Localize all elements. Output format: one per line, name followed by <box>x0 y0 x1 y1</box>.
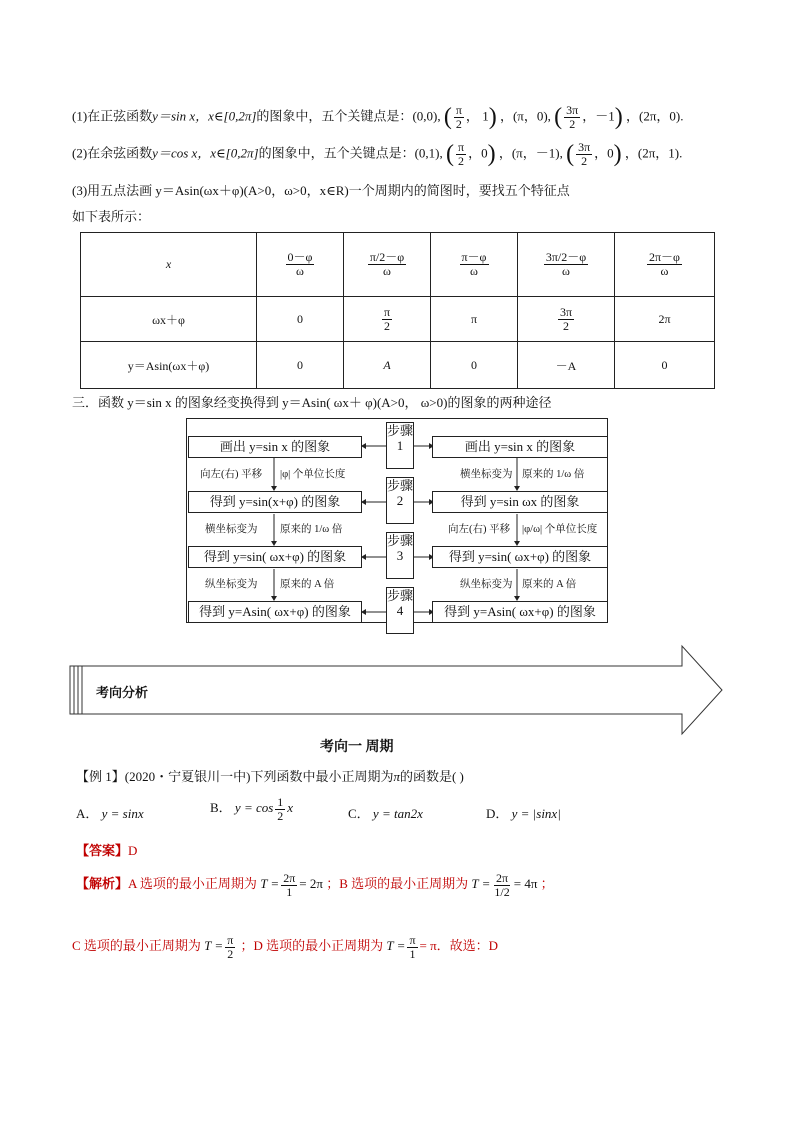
sine-mid: 的图象中，五个关键点是： <box>256 108 413 124</box>
cosine-p4-y: 0 <box>607 145 614 161</box>
cosine-p5: ，(2π，1). <box>624 145 683 161</box>
table-cell: A <box>344 342 431 389</box>
analysis-line-1: 【解析】A 选项的最小正周期为 T = $\frac{2\pi}{1}$ = 2π ；B 选项的最小正周期为 T = $\frac{2\pi}{1/2}$ = 4π ； <box>76 871 554 899</box>
table-cell: 0 <box>615 342 715 389</box>
five-point-method-text: (3)用五点法画 y＝Asin(ωx＋φ)(A>0，ω>0，x∈R)一个周期内的简图时，要找五个特征点 <box>72 183 570 198</box>
right-step-1-box: 画出 y=sin x 的图象 <box>432 436 608 458</box>
right-transform-3-a: 纵坐标变为 <box>460 579 513 590</box>
table-cell: $\frac{3\pi/2-\varphi}{\omega}$ <box>518 233 615 297</box>
right-transform-2-b: |φ/ω| 个单位长度 <box>522 524 598 535</box>
option-c: C． y = tan2x <box>348 806 423 821</box>
section-3-title: 三．函数 y＝sin x 的图象经变换得到 y＝Asin( ωx＋ φ)(A>0， ω>0)的图象的两种途径 <box>72 395 552 410</box>
sine-keypoints-line: (1)在正弦函数y＝sin x，x∈[0,2π]的图象中，五个关键点是：(0,0), ( $\frac{\pi}{2}$ ， 1) ，(π，0), ( $\frac{3\pi}{2}$ ，－1) ，(2π，0). <box>72 103 684 131</box>
cosine-p3: ，(π，－1), <box>498 145 563 161</box>
answer-line <box>76 840 137 859</box>
table-cell: π <box>431 297 518 342</box>
example-source: (2020・宁夏银川一中) <box>124 769 251 784</box>
left-step-1-box: 画出 y=sin x 的图象 <box>188 436 362 458</box>
sine-p2-y: 1 <box>482 108 489 124</box>
right-transform-3-b: 原来的 A 倍 <box>522 579 577 590</box>
cosine-p2-frac: $\frac{\pi}{2}$ <box>458 140 465 168</box>
cosine-func: y＝cos x，x∈[0,2π] <box>152 145 259 161</box>
analysis-tag: 【解析】 <box>76 876 129 892</box>
analysis-d-text: ；D 选项的最小正周期为 <box>240 938 384 954</box>
five-point-table <box>80 232 715 389</box>
table-cell: $\frac{0-\varphi}{\omega}$ <box>257 233 344 297</box>
table-cell: $\frac{3\pi}{2}$ <box>518 297 615 342</box>
table-cell: 0 <box>257 342 344 389</box>
right-step-2-box: 得到 y=sin ωx 的图象 <box>432 491 608 513</box>
left-transform-1-b: |φ| 个单位长度 <box>280 469 346 480</box>
sine-p5: ，(2π，0). <box>626 108 684 124</box>
table-cell: $\frac{\pi}{2}$ <box>344 297 431 342</box>
table-row <box>81 342 715 389</box>
step-3-label: 步骤3 <box>386 532 414 579</box>
cosine-p1: (0,1), <box>414 145 443 161</box>
right-transform-1-b: 原来的 1/ω 倍 <box>522 469 585 480</box>
section-banner-arrow <box>68 644 726 740</box>
analysis-c-text: C 选项的最小正周期为 <box>72 938 201 954</box>
sine-p3: ，(π，0), <box>499 108 551 124</box>
example-question <box>76 766 464 785</box>
cosine-p2-y: 0 <box>481 145 488 161</box>
cosine-p4-frac: $\frac{3\pi}{2}$ <box>578 140 591 168</box>
example-pi: π <box>393 769 400 784</box>
kaoxiang-title: 考向一 周期 <box>320 740 394 755</box>
table-intro-text: 如下表所示： <box>72 209 151 224</box>
banner-label: 考向分析 <box>96 685 149 700</box>
table-cell: －A <box>518 342 615 389</box>
left-step-4-box: 得到 y=Asin( ωx+φ) 的图象 <box>188 601 362 623</box>
sine-func: y＝sin x，x∈[0,2π] <box>152 108 257 124</box>
sine-p2-frac: $\frac{\pi}{2}$ <box>455 103 462 131</box>
table-cell: $\frac{2\pi-\varphi}{\omega}$ <box>615 233 715 297</box>
example-question-text: 下列函数中最小正周期为 <box>250 769 394 784</box>
left-transform-2-b: 原来的 1/ω 倍 <box>280 524 343 535</box>
option-a: A． y = sinx <box>76 806 144 821</box>
table-cell: $\frac{\pi/2-\varphi}{\omega}$ <box>344 233 431 297</box>
sine-p4-frac: $\frac{3\pi}{2}$ <box>566 103 579 131</box>
left-transform-3-a: 纵坐标变为 <box>205 579 258 590</box>
step-1-label: 步骤1 <box>386 422 414 469</box>
step-2-label: 步骤2 <box>386 477 414 524</box>
analysis-end: = π．故选：D <box>419 938 499 954</box>
table-row-label: x <box>81 233 257 297</box>
cosine-keypoints-line: (2)在余弦函数y＝cos x，x∈[0,2π]的图象中，五个关键点是：(0,1), ( $\frac{\pi}{2}$ ，0) ，(π，－1), ( $\frac{3\pi}{2}$ ，0) ，(2π，1). <box>72 140 683 168</box>
cosine-mid: 的图象中，五个关键点是： <box>258 145 415 161</box>
left-step-2-box: 得到 y=sin(x+φ) 的图象 <box>188 491 362 513</box>
answer-tag: 【答案】 <box>76 843 129 858</box>
table-row <box>81 297 715 342</box>
analysis-b-text: ；B 选项的最小正周期为 <box>326 876 469 892</box>
left-transform-1-a: 向左(右) 平移 <box>200 469 263 480</box>
answer-value: D <box>128 843 138 858</box>
sine-p1: (0,0), <box>412 108 441 124</box>
analysis-line-2: C 选项的最小正周期为 T = $\frac{\pi}{2}$ ；D 选项的最小正周期为 T = $\frac{\pi}{1}$ = π．故选：D <box>72 933 499 961</box>
table-cell: 2π <box>615 297 715 342</box>
right-transform-2-a: 向左(右) 平移 <box>448 524 511 535</box>
table-cell: 0 <box>257 297 344 342</box>
analysis-a-text: A 选项的最小正周期为 <box>128 876 257 892</box>
table-row <box>81 233 715 297</box>
table-cell: 0 <box>431 342 518 389</box>
table-row-label: y＝Asin(ωx＋φ) <box>81 342 257 389</box>
right-step-4-box: 得到 y=Asin( ωx+φ) 的图象 <box>432 601 608 623</box>
table-row-label: ωx＋φ <box>81 297 257 342</box>
example-question-end: 的函数是( ) <box>399 769 464 784</box>
cosine-prefix: (2)在余弦函数 <box>72 145 153 161</box>
right-transform-1-a: 横坐标变为 <box>460 469 513 480</box>
left-transform-3-b: 原来的 A 倍 <box>280 579 335 590</box>
right-step-3-box: 得到 y=sin( ωx+φ) 的图象 <box>432 546 608 568</box>
option-d: D． y = |sinx| <box>486 806 561 821</box>
sine-p4-y: －1 <box>595 108 615 124</box>
left-transform-2-a: 横坐标变为 <box>205 524 258 535</box>
left-step-3-box: 得到 y=sin( ωx+φ) 的图象 <box>188 546 362 568</box>
option-b: B． y = cos $\frac{1}{2}$ x <box>210 795 294 823</box>
table-cell: $\frac{\pi-\varphi}{\omega}$ <box>431 233 518 297</box>
example-tag: 【例 1】 <box>76 769 125 784</box>
step-4-label: 步骤4 <box>386 587 414 634</box>
sine-prefix: (1)在正弦函数 <box>72 108 153 124</box>
